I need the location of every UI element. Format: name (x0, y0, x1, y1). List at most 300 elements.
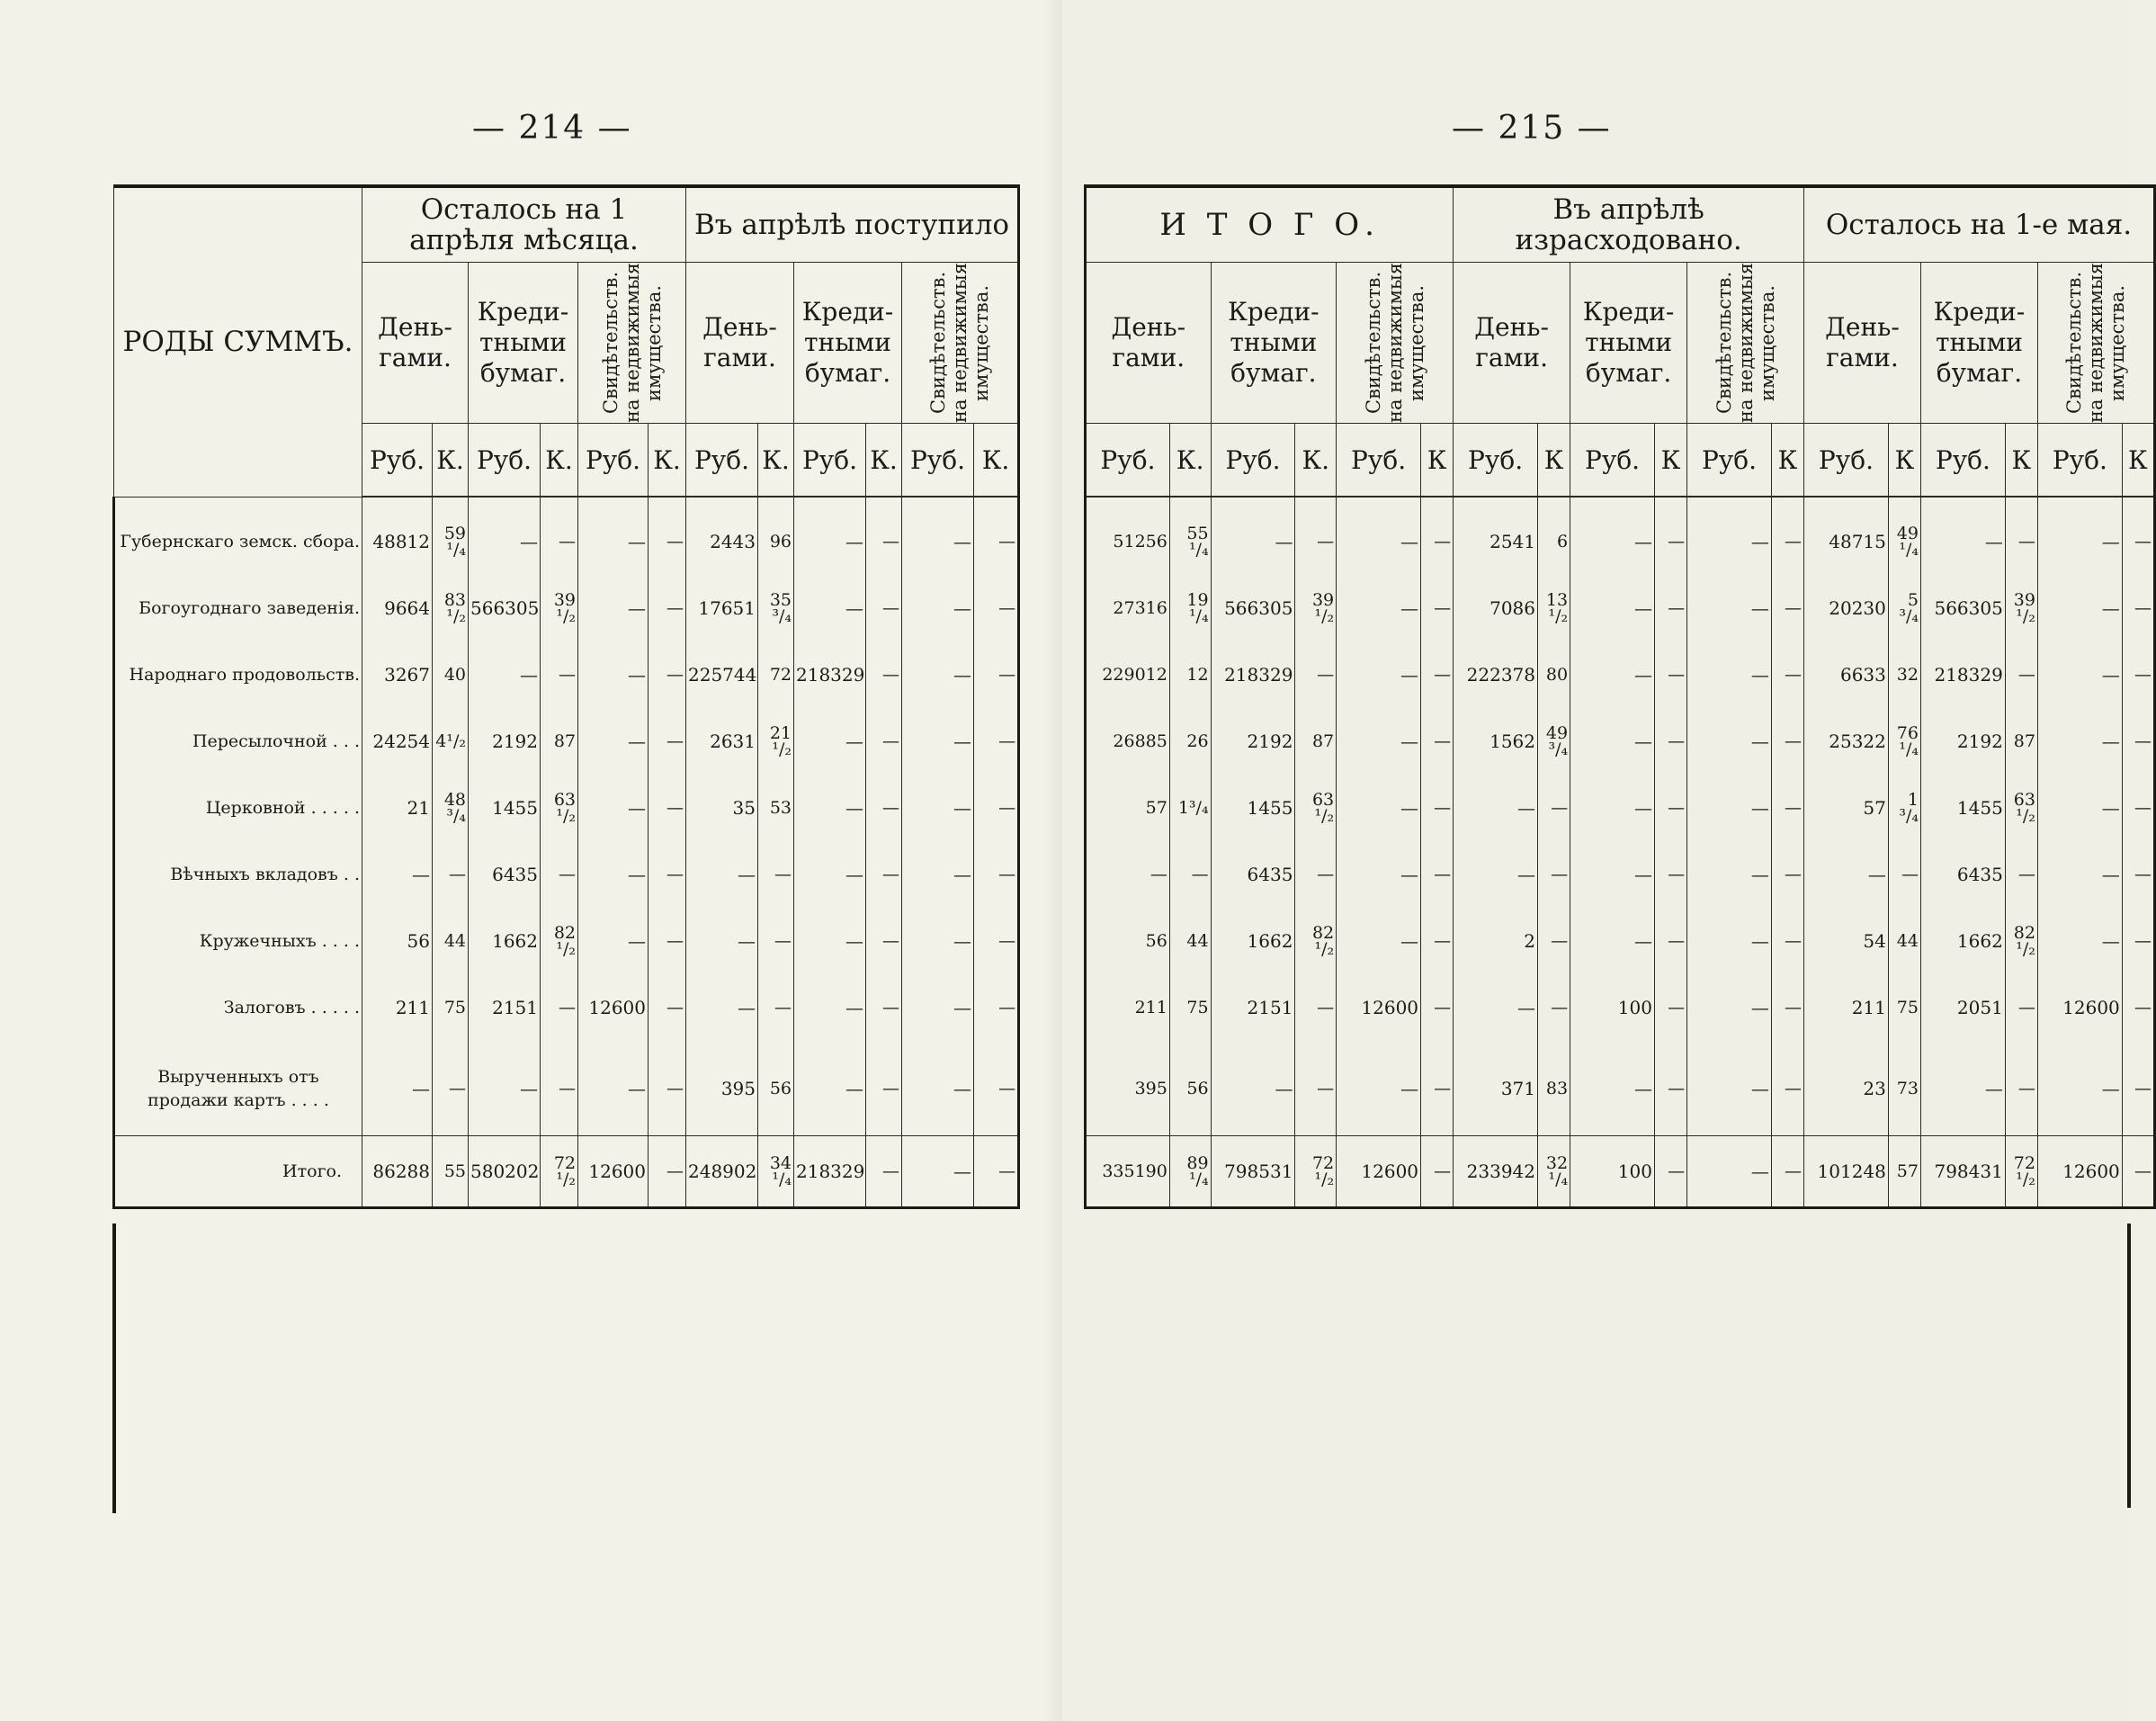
total-cell: 100 (1570, 1136, 1655, 1208)
value-cell: 1³/₄ (1169, 775, 1211, 841)
money-header: День- гами. (1454, 263, 1570, 424)
value-cell: 57 (1086, 775, 1170, 841)
value-cell: 56 (1086, 908, 1170, 974)
total-cell: 86288 (362, 1136, 433, 1208)
table-row (114, 775, 1019, 841)
left-border-extension (112, 1224, 116, 1513)
value-cell: 63 ¹/₂ (1295, 775, 1337, 841)
value-cell: 218329 (1920, 641, 2005, 708)
value-cell: 6633 (1804, 641, 1889, 708)
value-cell: — (469, 1041, 541, 1136)
value-cell: — (2037, 1041, 2122, 1136)
value-cell: — (794, 1041, 866, 1136)
row-label: Вырученныхъ отъ продажи картъ . . . . (114, 1041, 362, 1136)
table-row (114, 908, 1019, 974)
group-header-start: Осталось на 1 апрѣля мѣсяца. (362, 186, 686, 263)
value-cell: — (1454, 974, 1538, 1041)
value-cell: — (1687, 1041, 1772, 1136)
value-cell: — (866, 508, 902, 575)
value-cell: 21 ¹/₂ (758, 708, 794, 775)
value-cell: 44 (433, 908, 469, 974)
total-cell: 218329 (794, 1136, 866, 1208)
value-cell: 225744 (686, 641, 758, 708)
value-cell: 63 ¹/₂ (2005, 775, 2037, 841)
value-cell: — (974, 974, 1019, 1041)
value-cell: — (1337, 775, 1421, 841)
value-cell: 218329 (794, 641, 866, 708)
spacer-cell (2005, 497, 2037, 508)
value-cell: — (1337, 508, 1421, 575)
value-cell: — (1421, 1041, 1454, 1136)
value-cell: 6435 (1211, 841, 1295, 908)
value-cell: — (541, 508, 578, 575)
value-cell: 2 (1454, 908, 1538, 974)
table-row (1086, 1041, 2155, 1136)
value-cell: — (1538, 908, 1570, 974)
unit-rub: Руб. (1454, 424, 1538, 497)
value-cell: 83 (1538, 1041, 1570, 1136)
value-cell: 82 ¹/₂ (541, 908, 578, 974)
right-ledger-table (1084, 184, 2156, 1209)
value-cell: — (1337, 908, 1421, 974)
group-header-remaining: Осталось на 1-е мая. (1804, 186, 2155, 263)
value-cell: 2151 (1211, 974, 1295, 1041)
total-cell: — (649, 1136, 686, 1208)
credit-header: Креди- тными бумаг. (794, 263, 902, 424)
spacer-cell (114, 497, 362, 508)
table-row (1086, 708, 2155, 775)
value-cell: — (1211, 508, 1295, 575)
value-cell: — (974, 708, 1019, 775)
unit-kop: К. (1169, 424, 1211, 497)
value-cell: 56 (362, 908, 433, 974)
table-row (114, 841, 1019, 908)
right-page (1062, 0, 2152, 1721)
value-cell: — (974, 508, 1019, 575)
value-cell: — (649, 508, 686, 575)
spacer-cell (1804, 497, 1889, 508)
spacer-row (114, 497, 1019, 508)
value-cell: — (1654, 508, 1686, 575)
value-cell: 49 ¹/₄ (1888, 508, 1920, 575)
row-label: Пересылочной . . . (114, 708, 362, 775)
spacer-cell (1295, 497, 1337, 508)
value-cell: — (1421, 908, 1454, 974)
value-cell: 7086 (1454, 575, 1538, 641)
value-cell: 44 (1169, 908, 1211, 974)
value-cell: — (649, 641, 686, 708)
property-header-text: Свидѣтельств. на недвижимыя имущества. (1362, 263, 1427, 423)
total-label: Итого. (114, 1136, 362, 1208)
spacer-cell (794, 497, 866, 508)
value-cell: — (686, 841, 758, 908)
table-row (114, 575, 1019, 641)
spacer-cell (2037, 497, 2122, 508)
value-cell: — (578, 708, 649, 775)
unit-kop: К. (758, 424, 794, 497)
unit-rub: Руб. (1337, 424, 1421, 497)
row-label: Церковной . . . . . (114, 775, 362, 841)
value-cell: — (1654, 841, 1686, 908)
value-cell: — (866, 775, 902, 841)
value-cell: — (2037, 775, 2122, 841)
value-cell: — (649, 974, 686, 1041)
table-row (1086, 508, 2155, 575)
units-row-right (1086, 424, 2155, 497)
value-cell: 218329 (1211, 641, 1295, 708)
row-label: Кружечныхъ . . . . (114, 908, 362, 974)
value-cell: — (974, 575, 1019, 641)
unit-kop: К (1421, 424, 1454, 497)
left-page (0, 0, 1062, 1721)
value-cell: — (1687, 641, 1772, 708)
value-cell: — (794, 775, 866, 841)
unit-kop: К. (1295, 424, 1337, 497)
value-cell: 2192 (1211, 708, 1295, 775)
value-cell: 211 (1804, 974, 1889, 1041)
unit-kop: К (1771, 424, 1803, 497)
table-row (1086, 641, 2155, 708)
value-cell: — (1687, 974, 1772, 1041)
spacer-cell (974, 497, 1019, 508)
value-cell: — (433, 841, 469, 908)
value-cell: — (794, 908, 866, 974)
value-cell: — (578, 508, 649, 575)
unit-kop: К. (866, 424, 902, 497)
value-cell: 23 (1804, 1041, 1889, 1136)
value-cell: 44 (1888, 908, 1920, 974)
credit-header: Креди- тными бумаг. (1211, 263, 1337, 424)
value-cell: 12600 (578, 974, 649, 1041)
value-cell: — (362, 841, 433, 908)
value-cell: — (578, 575, 649, 641)
value-cell: — (866, 1041, 902, 1136)
value-cell: 2443 (686, 508, 758, 575)
value-cell: 17651 (686, 575, 758, 641)
unit-kop: К (2122, 424, 2154, 497)
total-cell: 72 ¹/₂ (541, 1136, 578, 1208)
value-cell: 76 ¹/₄ (1888, 708, 1920, 775)
value-cell: — (2037, 841, 2122, 908)
unit-rub: Руб. (469, 424, 541, 497)
table-row (1086, 841, 2155, 908)
value-cell: — (1421, 508, 1454, 575)
value-cell: 3267 (362, 641, 433, 708)
value-cell: — (1654, 575, 1686, 641)
money-header: День- гами. (362, 263, 469, 424)
spacer-cell (866, 497, 902, 508)
property-header (578, 263, 686, 424)
value-cell: 1662 (1211, 908, 1295, 974)
value-cell: — (1654, 708, 1686, 775)
value-cell: — (866, 708, 902, 775)
value-cell: — (1454, 775, 1538, 841)
spacer-cell (902, 497, 974, 508)
page-number-left: — 214 — (472, 110, 632, 147)
value-cell: — (1771, 775, 1803, 841)
spacer-cell (1570, 497, 1655, 508)
value-cell: — (902, 708, 974, 775)
value-cell: 55 ¹/₄ (1169, 508, 1211, 575)
total-cell: 12600 (578, 1136, 649, 1208)
unit-kop: К (1888, 424, 1920, 497)
spacer-cell (362, 497, 433, 508)
value-cell: — (974, 841, 1019, 908)
value-cell: — (1570, 1041, 1655, 1136)
value-cell: 1455 (1920, 775, 2005, 841)
unit-rub: Руб. (1570, 424, 1655, 497)
value-cell: — (1211, 1041, 1295, 1136)
total-cell: 248902 (686, 1136, 758, 1208)
value-cell: — (794, 708, 866, 775)
value-cell: — (2122, 708, 2154, 775)
value-cell: 53 (758, 775, 794, 841)
unit-rub: Руб. (794, 424, 866, 497)
value-cell: — (2122, 775, 2154, 841)
value-cell: — (902, 1041, 974, 1136)
value-cell: — (1687, 908, 1772, 974)
table-row (1086, 908, 2155, 974)
value-cell: 56 (1169, 1041, 1211, 1136)
value-cell: 6435 (1920, 841, 2005, 908)
value-cell: 211 (1086, 974, 1170, 1041)
row-header: РОДЫ СУММЪ. (114, 186, 362, 497)
unit-kop: К (2005, 424, 2037, 497)
value-cell: 57 (1804, 775, 1889, 841)
value-cell: 75 (1169, 974, 1211, 1041)
credit-header: Креди- тными бумаг. (469, 263, 578, 424)
value-cell: 35 ³/₄ (758, 575, 794, 641)
value-cell: — (1654, 1041, 1686, 1136)
value-cell: — (1421, 841, 1454, 908)
table-row (114, 708, 1019, 775)
table-row (114, 1041, 1019, 1136)
value-cell: — (2037, 575, 2122, 641)
value-cell: — (1086, 841, 1170, 908)
unit-kop: К. (541, 424, 578, 497)
value-cell: — (1295, 508, 1337, 575)
unit-rub: Руб. (1687, 424, 1772, 497)
value-cell: — (1687, 841, 1772, 908)
value-cell: — (974, 775, 1019, 841)
value-cell: — (578, 1041, 649, 1136)
value-cell: — (1337, 575, 1421, 641)
value-cell: 13 ¹/₂ (1538, 575, 1570, 641)
spacer-cell (758, 497, 794, 508)
total-cell: — (902, 1136, 974, 1208)
value-cell: 566305 (469, 575, 541, 641)
value-cell: — (1654, 775, 1686, 841)
value-cell: 1562 (1454, 708, 1538, 775)
value-cell: — (1804, 841, 1889, 908)
value-cell: — (469, 508, 541, 575)
value-cell: — (1570, 775, 1655, 841)
value-cell: 2192 (1920, 708, 2005, 775)
value-cell: — (902, 641, 974, 708)
table-row (1086, 775, 2155, 841)
total-cell: 12600 (2037, 1136, 2122, 1208)
property-header-text: Свидѣтельств. на недвижимыя имущества. (599, 263, 665, 423)
value-cell: — (2122, 575, 2154, 641)
value-cell: 83 ¹/₂ (433, 575, 469, 641)
value-cell: — (541, 974, 578, 1041)
right-border-extension (2127, 1224, 2131, 1508)
value-cell: 51256 (1086, 508, 1170, 575)
spacer-cell (1211, 497, 1295, 508)
value-cell: 48715 (1804, 508, 1889, 575)
value-cell: — (649, 1041, 686, 1136)
value-cell: 1455 (1211, 775, 1295, 841)
value-cell: — (902, 508, 974, 575)
value-cell: 25322 (1804, 708, 1889, 775)
value-cell: — (1654, 908, 1686, 974)
unit-rub: Руб. (902, 424, 974, 497)
value-cell: 73 (1888, 1041, 1920, 1136)
value-cell: 72 (758, 641, 794, 708)
value-cell: 100 (1570, 974, 1655, 1041)
total-cell: 580202 (469, 1136, 541, 1208)
total-cell: — (1771, 1136, 1803, 1208)
value-cell: 21 (362, 775, 433, 841)
total-cell: 12600 (1337, 1136, 1421, 1208)
spacer-cell (1687, 497, 1772, 508)
value-cell: 87 (1295, 708, 1337, 775)
value-cell: — (1771, 508, 1803, 575)
spacer-cell (578, 497, 649, 508)
credit-header: Креди- тными бумаг. (1570, 263, 1687, 424)
spacer-cell (1654, 497, 1686, 508)
spacer-cell (686, 497, 758, 508)
value-cell: — (2005, 841, 2037, 908)
money-header: День- гами. (1804, 263, 1921, 424)
unit-rub: Руб. (686, 424, 758, 497)
spacer-cell (2122, 497, 2154, 508)
value-cell: — (2037, 908, 2122, 974)
value-cell: — (541, 1041, 578, 1136)
value-cell: — (1570, 841, 1655, 908)
total-cell: — (2122, 1136, 2154, 1208)
total-cell: 798531 (1211, 1136, 1295, 1208)
value-cell: — (2005, 641, 2037, 708)
value-cell: — (1771, 575, 1803, 641)
total-cell: 55 (433, 1136, 469, 1208)
spacer-cell (1086, 497, 1170, 508)
value-cell: — (974, 1041, 1019, 1136)
row-label: Губернскаго земск. сбора. (114, 508, 362, 575)
value-cell: — (1570, 575, 1655, 641)
spacer-cell (1888, 497, 1920, 508)
value-cell: — (1169, 841, 1211, 908)
value-cell: 27316 (1086, 575, 1170, 641)
value-cell: 24254 (362, 708, 433, 775)
total-cell: 335190 (1086, 1136, 1170, 1208)
total-cell: 798431 (1920, 1136, 2005, 1208)
value-cell: — (1920, 1041, 2005, 1136)
value-cell: — (1920, 508, 2005, 575)
value-cell: 371 (1454, 1041, 1538, 1136)
unit-rub: Руб. (578, 424, 649, 497)
value-cell: 49 ³/₄ (1538, 708, 1570, 775)
value-cell: 566305 (1211, 575, 1295, 641)
value-cell: 395 (686, 1041, 758, 1136)
value-cell: 40 (433, 641, 469, 708)
total-cell: 32 ¹/₄ (1538, 1136, 1570, 1208)
value-cell: — (469, 641, 541, 708)
spacer-cell (649, 497, 686, 508)
value-cell: 1662 (1920, 908, 2005, 974)
group-header-spent: Въ апрѣлѣ израсходовано. (1454, 186, 1804, 263)
spacer-cell (1421, 497, 1454, 508)
value-cell: — (1538, 841, 1570, 908)
property-header-text: Свидѣтельств. на недвижимыя имущества. (1713, 263, 1778, 423)
value-cell: 2541 (1454, 508, 1538, 575)
value-cell: — (1888, 841, 1920, 908)
property-header (1337, 263, 1454, 424)
unit-kop: К. (974, 424, 1019, 497)
value-cell: — (794, 508, 866, 575)
value-cell: — (1687, 775, 1772, 841)
value-cell: — (1337, 708, 1421, 775)
value-cell: — (1295, 974, 1337, 1041)
value-cell: — (1295, 641, 1337, 708)
value-cell: 211 (362, 974, 433, 1041)
value-cell: — (1570, 708, 1655, 775)
value-cell: 19 ¹/₄ (1169, 575, 1211, 641)
value-cell: 1662 (469, 908, 541, 974)
row-label: Залоговъ . . . . . (114, 974, 362, 1041)
value-cell: — (2037, 508, 2122, 575)
value-cell: — (2005, 508, 2037, 575)
total-cell: — (1654, 1136, 1686, 1208)
total-cell: 101248 (1804, 1136, 1889, 1208)
value-cell: 96 (758, 508, 794, 575)
value-cell: — (2122, 508, 2154, 575)
value-cell: — (1538, 974, 1570, 1041)
value-cell: — (866, 908, 902, 974)
spacer-cell (1169, 497, 1211, 508)
value-cell: 82 ¹/₂ (2005, 908, 2037, 974)
spacer-cell (1454, 497, 1538, 508)
value-cell: — (2122, 908, 2154, 974)
spacer-cell (541, 497, 578, 508)
unit-rub: Руб. (2037, 424, 2122, 497)
value-cell: — (758, 841, 794, 908)
value-cell: — (1654, 641, 1686, 708)
value-cell: — (1771, 974, 1803, 1041)
value-cell: 26885 (1086, 708, 1170, 775)
value-cell: — (2122, 1041, 2154, 1136)
value-cell: 63 ¹/₂ (541, 775, 578, 841)
spacer-row (1086, 497, 2155, 508)
value-cell: 2192 (469, 708, 541, 775)
value-cell: — (2005, 974, 2037, 1041)
value-cell: — (1421, 775, 1454, 841)
value-cell: 9664 (362, 575, 433, 641)
value-cell: 39 ¹/₂ (2005, 575, 2037, 641)
value-cell: — (1454, 841, 1538, 908)
total-cell: — (974, 1136, 1019, 1208)
value-cell: — (1295, 1041, 1337, 1136)
value-cell: — (1421, 974, 1454, 1041)
value-cell: 12 (1169, 641, 1211, 708)
value-cell: — (902, 974, 974, 1041)
value-cell: 222378 (1454, 641, 1538, 708)
value-cell: 32 (1888, 641, 1920, 708)
value-cell: 12600 (1337, 974, 1421, 1041)
value-cell: 5 ³/₄ (1888, 575, 1920, 641)
unit-kop: К (1654, 424, 1686, 497)
money-header: День- гами. (1086, 263, 1212, 424)
